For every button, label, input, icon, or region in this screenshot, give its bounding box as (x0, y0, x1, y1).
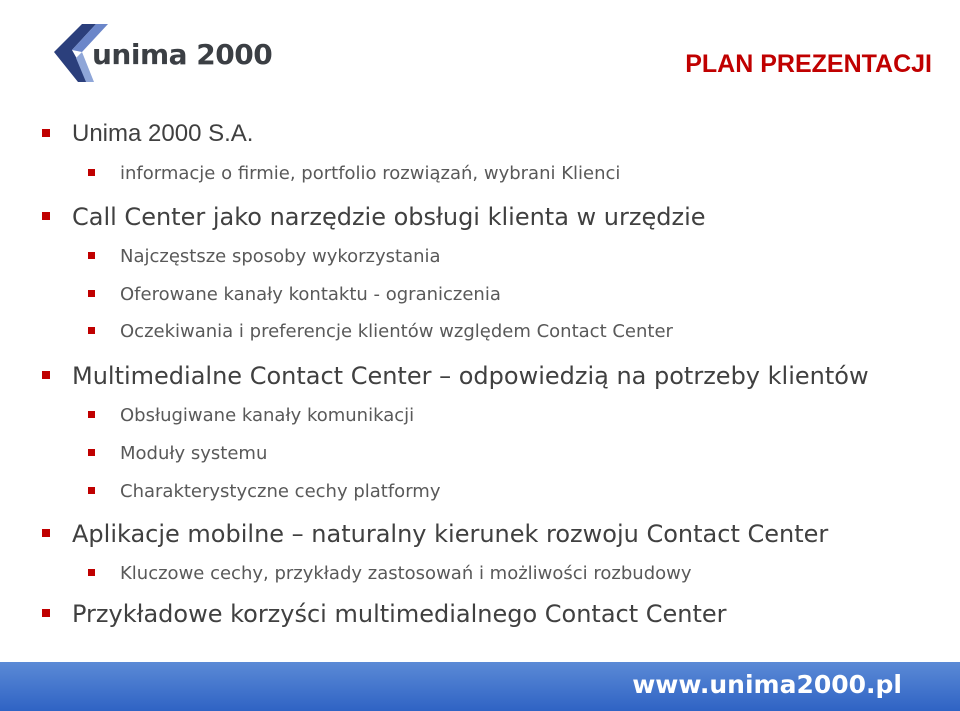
square-bullet-icon (42, 609, 50, 617)
square-bullet-icon (42, 371, 50, 379)
square-bullet-icon (88, 487, 95, 494)
outline-text: Charakterystyczne cechy platformy (120, 481, 441, 502)
outline-text: Moduły systemu (120, 443, 268, 464)
square-bullet-icon (42, 129, 50, 137)
outline-heading (72, 203, 706, 231)
outline-heading (72, 520, 828, 548)
outline-text: Call Center jako narzędzie obsługi klienta w urzędzie (72, 203, 706, 231)
outline-heading (72, 600, 727, 628)
outline-text: Przykładowe korzyści multimedialnego Contact Center (72, 600, 727, 628)
square-bullet-icon (88, 569, 95, 576)
outline-heading (72, 362, 869, 390)
outline-subitem (120, 163, 620, 184)
footer-bar (0, 662, 960, 711)
outline-subitem (120, 405, 414, 426)
outline-text: Multimedialne Contact Center – odpowiedzią na potrzeby klientów (72, 362, 869, 390)
outline-text: Oferowane kanały kontaktu - ograniczenia (120, 284, 501, 305)
logo-text: unima 2000 (92, 38, 273, 71)
outline-heading (72, 120, 253, 148)
square-bullet-icon (42, 212, 50, 220)
square-bullet-icon (88, 252, 95, 259)
outline-subitem (120, 481, 440, 502)
outline-subitem (120, 443, 267, 464)
slide-title: PLAN PREZENTACJI (685, 50, 932, 78)
square-bullet-icon (88, 290, 95, 297)
outline-text: Oczekiwania i preferencje klientów względem Contact Center (120, 321, 673, 342)
square-bullet-icon (88, 327, 95, 334)
outline-text: Najczęstsze sposoby wykorzystania (120, 246, 441, 267)
square-bullet-icon (42, 529, 50, 537)
outline-subitem (120, 321, 673, 342)
square-bullet-icon (88, 169, 95, 176)
outline-text: Obsługiwane kanały komunikacji (120, 405, 415, 426)
outline-text: Unima 2000 S.A. (72, 120, 254, 147)
outline-text: Aplikacje mobilne – naturalny kierunek rozwoju Contact Center (72, 520, 829, 548)
outline-subitem (120, 284, 501, 305)
outline-text: informacje o firmie, portfolio rozwiązań, wybrani Klienci (120, 163, 621, 184)
square-bullet-icon (88, 411, 95, 418)
outline-subitem (120, 563, 692, 584)
outline-subitem (120, 246, 441, 267)
website-url: www.unima2000.pl (632, 670, 902, 699)
square-bullet-icon (88, 449, 95, 456)
outline-text: Kluczowe cechy, przykłady zastosowań i możliwości rozbudowy (120, 563, 692, 584)
